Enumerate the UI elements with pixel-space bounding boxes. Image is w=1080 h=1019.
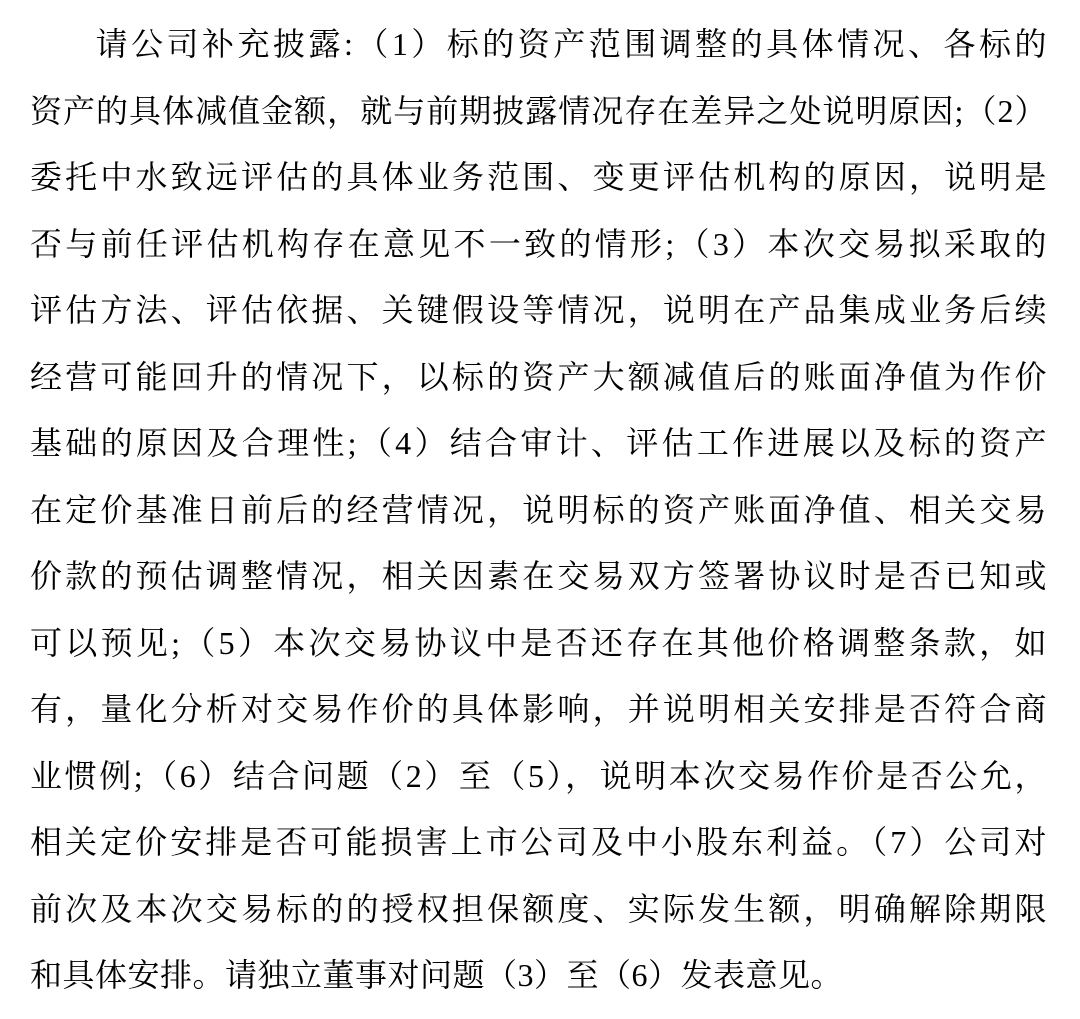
- text-line: 否与前任评估机构存在意见不一致的情形;（3）本次交易拟采取的: [30, 225, 1047, 262]
- text-line: 可以预见;（5）本次交易协议中是否还存在其他价格调整条款，如: [30, 624, 1047, 661]
- text-line: 前次及本次交易标的的授权担保额度、实际发生额，明确解除期限: [30, 890, 1047, 927]
- paragraph: [30, 11, 1047, 1009]
- text-line: 在定价基准日前后的经营情况，说明标的资产账面净值、相关交易: [30, 491, 1047, 528]
- text-line: 资产的具体减值金额，就与前期披露情况存在差异之处说明原因;（2）: [30, 92, 1047, 129]
- text-line: 相关定价安排是否可能损害上市公司及中小股东利益。（7）公司对: [30, 824, 1047, 860]
- text-line: 委托中水致远评估的具体业务范围、变更评估机构的原因，说明是: [30, 159, 1047, 195]
- text-line: 和具体安排。请独立董事对问题（3）至（6）发表意见。: [30, 957, 844, 993]
- text-line: 业惯例;（6）结合问题（2）至（5），说明本次交易作价是否公允，: [30, 757, 1047, 794]
- text-line: 价款的预估调整情况，相关因素在交易双方签署协议时是否已知或: [30, 558, 1047, 594]
- text-line: 经营可能回升的情况下，以标的资产大额减值后的账面净值为作价: [30, 358, 1047, 395]
- text-line: 有，量化分析对交易作价的具体影响，并说明相关安排是否符合商: [30, 691, 1047, 727]
- text-line: 评估方法、评估依据、关键假设等情况，说明在产品集成业务后续: [30, 292, 1047, 328]
- text-line: 基础的原因及合理性;（4）结合审计、评估工作进展以及标的资产: [30, 425, 1047, 461]
- text-line: 请公司补充披露:（1）标的资产范围调整的具体情况、各标的: [95, 26, 1047, 62]
